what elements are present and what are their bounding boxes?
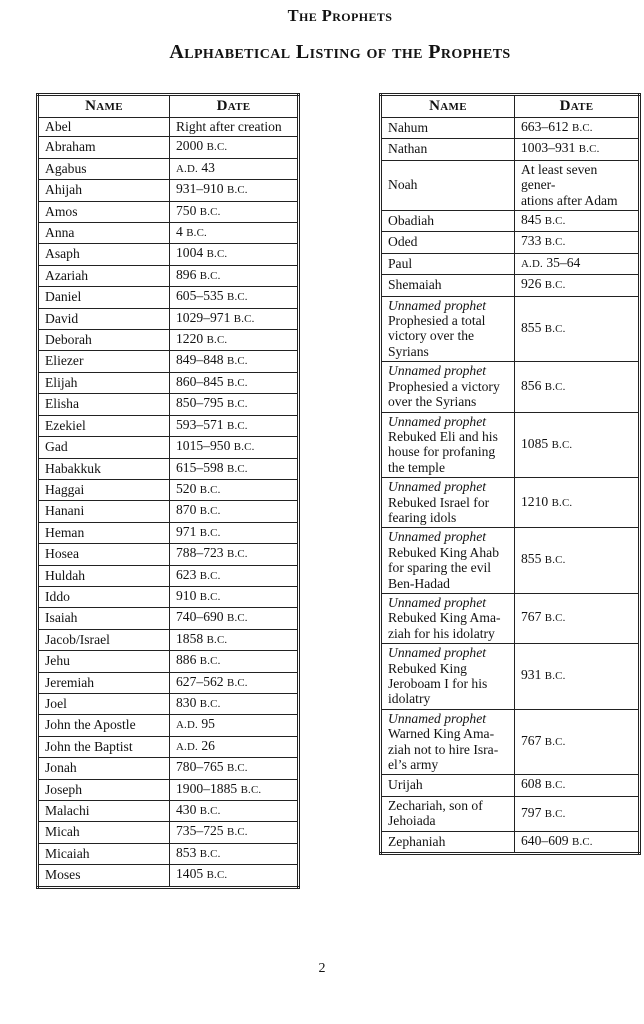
date-cell: 830 B.C. bbox=[170, 693, 299, 714]
era-abbreviation: B.C. bbox=[544, 322, 566, 335]
date-cell: 926 B.C. bbox=[515, 275, 640, 296]
name-cell: Abel bbox=[38, 118, 170, 137]
era-abbreviation: B.C. bbox=[571, 122, 593, 134]
date-cell: 860–845 B.C. bbox=[170, 372, 299, 393]
unnamed-prophet-label: Unnamed prophet bbox=[388, 710, 487, 726]
date-cell: 870 B.C. bbox=[170, 501, 299, 522]
date-cell: A.D. 26 bbox=[170, 736, 299, 757]
era-abbreviation: B.C. bbox=[226, 376, 248, 389]
era-abbreviation: B.C. bbox=[199, 505, 221, 518]
era-abbreviation: B.C. bbox=[544, 612, 566, 625]
name-cell: Jacob/Israel bbox=[38, 629, 170, 650]
table-row bbox=[381, 528, 640, 594]
date-cell: A.D. 43 bbox=[170, 158, 299, 179]
date-cell: 856 B.C. bbox=[515, 362, 640, 412]
table-row bbox=[38, 865, 299, 887]
date-cell: 886 B.C. bbox=[170, 651, 299, 672]
date-cell: 1004 B.C. bbox=[170, 244, 299, 265]
unnamed-prophet-label: Unnamed prophet bbox=[388, 529, 487, 545]
name-cell: Agabus bbox=[38, 158, 170, 179]
name-cell: Obadiah bbox=[381, 211, 515, 232]
name-cell: Amos bbox=[38, 201, 170, 222]
name-cell: Shemaiah bbox=[381, 275, 515, 296]
page-title: The Prophets bbox=[287, 6, 393, 25]
name-cell: Unnamed prophet Rebuked Eli and his house for profaning the temple bbox=[381, 412, 515, 478]
era-abbreviation: B.C. bbox=[544, 554, 566, 567]
column-header-name: Name bbox=[381, 95, 515, 118]
name-cell: Ahijah bbox=[38, 180, 170, 201]
date-cell: 780–765 B.C. bbox=[170, 758, 299, 779]
date-cell: 971 B.C. bbox=[170, 522, 299, 543]
name-cell: Daniel bbox=[38, 287, 170, 308]
date-cell: 663–612 B.C. bbox=[515, 118, 640, 139]
date-cell: 853 B.C. bbox=[170, 843, 299, 864]
name-cell: Azariah bbox=[38, 265, 170, 286]
name-cell: Jeremiah bbox=[38, 672, 170, 693]
page-subtitle: Alphabetical Listing of the Prophets bbox=[169, 41, 511, 63]
table-row bbox=[38, 479, 299, 500]
date-cell: 855 B.C. bbox=[515, 296, 640, 362]
name-cell: Deborah bbox=[38, 330, 170, 351]
date-cell: 605–535 B.C. bbox=[170, 287, 299, 308]
prophets-table-left bbox=[36, 93, 300, 889]
table-row bbox=[38, 779, 299, 800]
table-row bbox=[38, 608, 299, 629]
table-row bbox=[38, 586, 299, 607]
date-cell: 1220 B.C. bbox=[170, 330, 299, 351]
era-abbreviation: B.C. bbox=[206, 141, 228, 154]
era-abbreviation: B.C. bbox=[544, 279, 566, 292]
name-cell: Joseph bbox=[38, 779, 170, 800]
date-cell: 735–725 B.C. bbox=[170, 822, 299, 843]
era-abbreviation: B.C. bbox=[233, 441, 255, 454]
column-header-date: Date bbox=[515, 95, 640, 118]
unnamed-prophet-label: Unnamed prophet bbox=[388, 413, 487, 429]
table-row bbox=[381, 709, 640, 775]
date-cell: A.D. 35–64 bbox=[515, 253, 640, 274]
header-row bbox=[381, 95, 640, 118]
era-abbreviation: B.C. bbox=[544, 807, 566, 820]
prophets-table-right bbox=[379, 93, 641, 855]
date-cell: 623 B.C. bbox=[170, 565, 299, 586]
name-cell: Isaiah bbox=[38, 608, 170, 629]
name-cell: Unnamed prophet Rebuked King Jeroboam I for his idolatry bbox=[381, 644, 515, 710]
date-cell: 931–910 B.C. bbox=[170, 180, 299, 201]
era-abbreviation: B.C. bbox=[226, 548, 248, 561]
date-cell: 2000 B.C. bbox=[170, 137, 299, 158]
era-abbreviation: B.C. bbox=[199, 526, 221, 539]
table-row bbox=[38, 458, 299, 479]
table-row bbox=[38, 629, 299, 650]
table-row bbox=[38, 672, 299, 693]
table-row bbox=[381, 232, 640, 253]
date-cell: 608 B.C. bbox=[515, 775, 640, 796]
era-abbreviation: B.C. bbox=[226, 419, 248, 432]
name-cell: Asaph bbox=[38, 244, 170, 265]
era-abbreviation: B.C. bbox=[199, 590, 221, 603]
table-row bbox=[38, 330, 299, 351]
date-cell: 733 B.C. bbox=[515, 232, 640, 253]
name-cell: Abraham bbox=[38, 137, 170, 158]
era-abbreviation: B.C. bbox=[186, 227, 207, 240]
name-cell: Noah bbox=[381, 160, 515, 210]
era-abbreviation: A.D. bbox=[176, 719, 198, 732]
table-row bbox=[38, 180, 299, 201]
table-row bbox=[38, 223, 299, 244]
era-abbreviation: B.C. bbox=[226, 398, 248, 411]
name-cell: Gad bbox=[38, 437, 170, 458]
unnamed-prophet-label: Unnamed prophet bbox=[388, 594, 487, 610]
date-cell: 1015–950 B.C. bbox=[170, 437, 299, 458]
era-abbreviation: B.C. bbox=[206, 633, 228, 646]
unnamed-prophet-label: Unnamed prophet bbox=[388, 479, 487, 495]
table-row bbox=[381, 253, 640, 274]
date-cell: 850–795 B.C. bbox=[170, 394, 299, 415]
table-row bbox=[38, 265, 299, 286]
era-abbreviation: B.C. bbox=[199, 655, 221, 668]
era-abbreviation: B.C. bbox=[206, 869, 228, 882]
table-row bbox=[38, 394, 299, 415]
table-row bbox=[381, 275, 640, 296]
date-cell: 797 B.C. bbox=[515, 796, 640, 831]
era-abbreviation: B.C. bbox=[199, 697, 221, 710]
era-abbreviation: B.C. bbox=[226, 612, 248, 625]
table-row bbox=[381, 211, 640, 232]
era-abbreviation: A.D. bbox=[176, 162, 198, 175]
era-abbreviation: B.C. bbox=[544, 215, 566, 228]
name-cell: Malachi bbox=[38, 801, 170, 822]
name-cell: Unnamed prophet Rebuked King Ahab for sparing the evil Ben-Hadad bbox=[381, 528, 515, 594]
table-row bbox=[38, 287, 299, 308]
date-cell: 845 B.C. bbox=[515, 211, 640, 232]
table-row bbox=[38, 372, 299, 393]
era-abbreviation: B.C. bbox=[199, 205, 221, 218]
date-cell: 1029–971 B.C. bbox=[170, 308, 299, 329]
date-cell: 615–598 B.C. bbox=[170, 458, 299, 479]
name-cell: Nathan bbox=[381, 139, 515, 160]
table-row bbox=[381, 118, 640, 139]
table-row bbox=[38, 437, 299, 458]
table-row bbox=[381, 796, 640, 831]
era-abbreviation: A.D. bbox=[176, 740, 198, 753]
table-row bbox=[38, 244, 299, 265]
table-row bbox=[381, 296, 640, 362]
table-row bbox=[381, 412, 640, 478]
date-cell: 896 B.C. bbox=[170, 265, 299, 286]
name-cell: Hanani bbox=[38, 501, 170, 522]
era-abbreviation: B.C. bbox=[226, 355, 248, 368]
date-cell: 740–690 B.C. bbox=[170, 608, 299, 629]
era-abbreviation: B.C. bbox=[199, 569, 221, 582]
name-cell: Iddo bbox=[38, 586, 170, 607]
date-cell: 1858 B.C. bbox=[170, 629, 299, 650]
era-abbreviation: B.C. bbox=[544, 735, 566, 748]
table-row bbox=[38, 501, 299, 522]
table-row bbox=[38, 544, 299, 565]
name-cell: Unnamed prophet Prophesied a victory over the Syrians bbox=[381, 362, 515, 412]
date-cell: 1210 B.C. bbox=[515, 478, 640, 528]
table-row bbox=[38, 137, 299, 158]
table-row bbox=[38, 118, 299, 137]
era-abbreviation: B.C. bbox=[551, 496, 573, 509]
table-row bbox=[381, 478, 640, 528]
era-abbreviation: B.C. bbox=[206, 334, 228, 347]
name-cell: Unnamed prophet Warned King Ama- ziah not to hire Isra- el’s army bbox=[381, 709, 515, 775]
era-abbreviation: B.C. bbox=[240, 783, 262, 796]
name-cell: Moses bbox=[38, 865, 170, 887]
table-row bbox=[381, 644, 640, 710]
era-abbreviation: B.C. bbox=[544, 236, 566, 249]
era-abbreviation: B.C. bbox=[199, 483, 221, 496]
table-row bbox=[38, 736, 299, 757]
table-row bbox=[38, 822, 299, 843]
date-cell: 1003–931 B.C. bbox=[515, 139, 640, 160]
era-abbreviation: B.C. bbox=[206, 248, 228, 261]
header-row bbox=[38, 95, 299, 118]
name-cell: Nahum bbox=[381, 118, 515, 139]
era-abbreviation: B.C. bbox=[226, 676, 248, 689]
name-cell: Urijah bbox=[381, 775, 515, 796]
name-cell: Heman bbox=[38, 522, 170, 543]
table-row bbox=[38, 715, 299, 736]
name-cell: Micaiah bbox=[38, 843, 170, 864]
name-cell: Zechariah, son of Jehoiada bbox=[381, 796, 515, 831]
date-cell: 767 B.C. bbox=[515, 709, 640, 775]
date-cell: 788–723 B.C. bbox=[170, 544, 299, 565]
name-cell: Eliezer bbox=[38, 351, 170, 372]
era-abbreviation: B.C. bbox=[199, 805, 221, 817]
table-row bbox=[381, 775, 640, 796]
table-row bbox=[381, 160, 640, 210]
date-cell: A.D. 95 bbox=[170, 715, 299, 736]
column-header-date: Date bbox=[170, 95, 299, 118]
name-cell: Unnamed prophet Rebuked King Ama- ziah for his idolatry bbox=[381, 593, 515, 643]
date-cell: 750 B.C. bbox=[170, 201, 299, 222]
table-row bbox=[38, 801, 299, 822]
name-cell: Haggai bbox=[38, 479, 170, 500]
table-row bbox=[38, 565, 299, 586]
name-cell: Jehu bbox=[38, 651, 170, 672]
date-cell: 627–562 B.C. bbox=[170, 672, 299, 693]
name-cell: Zephaniah bbox=[381, 831, 515, 853]
date-cell: 1405 B.C. bbox=[170, 865, 299, 887]
column-header-name: Name bbox=[38, 95, 170, 118]
date-cell: 767 B.C. bbox=[515, 593, 640, 643]
name-cell: John the Apostle bbox=[38, 715, 170, 736]
name-cell: David bbox=[38, 308, 170, 329]
date-cell: 520 B.C. bbox=[170, 479, 299, 500]
date-cell: 849–848 B.C. bbox=[170, 351, 299, 372]
date-cell: 593–571 B.C. bbox=[170, 415, 299, 436]
era-abbreviation: B.C. bbox=[226, 826, 248, 839]
table-row bbox=[38, 351, 299, 372]
name-cell: Elijah bbox=[38, 372, 170, 393]
table-row bbox=[381, 593, 640, 643]
table-row bbox=[38, 693, 299, 714]
table-row bbox=[38, 415, 299, 436]
era-abbreviation: B.C. bbox=[544, 670, 566, 683]
table-row bbox=[38, 201, 299, 222]
date-cell: 1900–1885 B.C. bbox=[170, 779, 299, 800]
era-abbreviation: B.C. bbox=[199, 847, 221, 860]
name-cell: Micah bbox=[38, 822, 170, 843]
table-row bbox=[38, 522, 299, 543]
table-row bbox=[381, 139, 640, 160]
date-cell: 855 B.C. bbox=[515, 528, 640, 594]
name-cell: Hosea bbox=[38, 544, 170, 565]
date-cell: 4 B.C. bbox=[170, 223, 299, 244]
date-cell: 1085 B.C. bbox=[515, 412, 640, 478]
date-cell: 931 B.C. bbox=[515, 644, 640, 710]
name-cell: Jonah bbox=[38, 758, 170, 779]
era-abbreviation: B.C. bbox=[226, 184, 248, 197]
era-abbreviation: B.C. bbox=[233, 312, 255, 325]
name-cell: Unnamed prophet Prophesied a total victory over the Syrians bbox=[381, 296, 515, 362]
era-abbreviation: B.C. bbox=[571, 835, 593, 848]
era-abbreviation: B.C. bbox=[226, 291, 248, 304]
unnamed-prophet-label: Unnamed prophet bbox=[388, 645, 487, 661]
name-cell: John the Baptist bbox=[38, 736, 170, 757]
name-cell: Huldah bbox=[38, 565, 170, 586]
name-cell: Unnamed prophet Rebuked Israel for fearing idols bbox=[381, 478, 515, 528]
era-abbreviation: B.C. bbox=[578, 143, 600, 156]
table-row bbox=[38, 758, 299, 779]
era-abbreviation: B.C. bbox=[226, 762, 248, 775]
era-abbreviation: B.C. bbox=[544, 380, 566, 393]
date-cell: At least seven gener- ations after Adam bbox=[515, 160, 640, 210]
name-cell: Anna bbox=[38, 223, 170, 244]
page-number: 2 bbox=[318, 961, 326, 976]
era-abbreviation: B.C. bbox=[544, 779, 566, 792]
name-cell: Paul bbox=[381, 253, 515, 274]
date-cell: 430 B.C. bbox=[170, 801, 299, 822]
table-row bbox=[38, 158, 299, 179]
name-cell: Habakkuk bbox=[38, 458, 170, 479]
table-row bbox=[381, 831, 640, 853]
era-abbreviation: A.D. bbox=[521, 257, 543, 270]
era-abbreviation: B.C. bbox=[551, 438, 573, 451]
name-cell: Ezekiel bbox=[38, 415, 170, 436]
name-cell: Joel bbox=[38, 693, 170, 714]
table-row bbox=[381, 362, 640, 412]
unnamed-prophet-label: Unnamed prophet bbox=[388, 363, 487, 379]
date-cell: 640–609 B.C. bbox=[515, 831, 640, 853]
name-cell: Elisha bbox=[38, 394, 170, 415]
era-abbreviation: B.C. bbox=[199, 269, 221, 282]
name-cell: Oded bbox=[381, 232, 515, 253]
table-row bbox=[38, 651, 299, 672]
table-row bbox=[38, 843, 299, 864]
table-row bbox=[38, 308, 299, 329]
era-abbreviation: B.C. bbox=[226, 462, 248, 475]
date-cell: Right after creation bbox=[170, 118, 299, 137]
date-cell: 910 B.C. bbox=[170, 586, 299, 607]
unnamed-prophet-label: Unnamed prophet bbox=[388, 297, 487, 313]
